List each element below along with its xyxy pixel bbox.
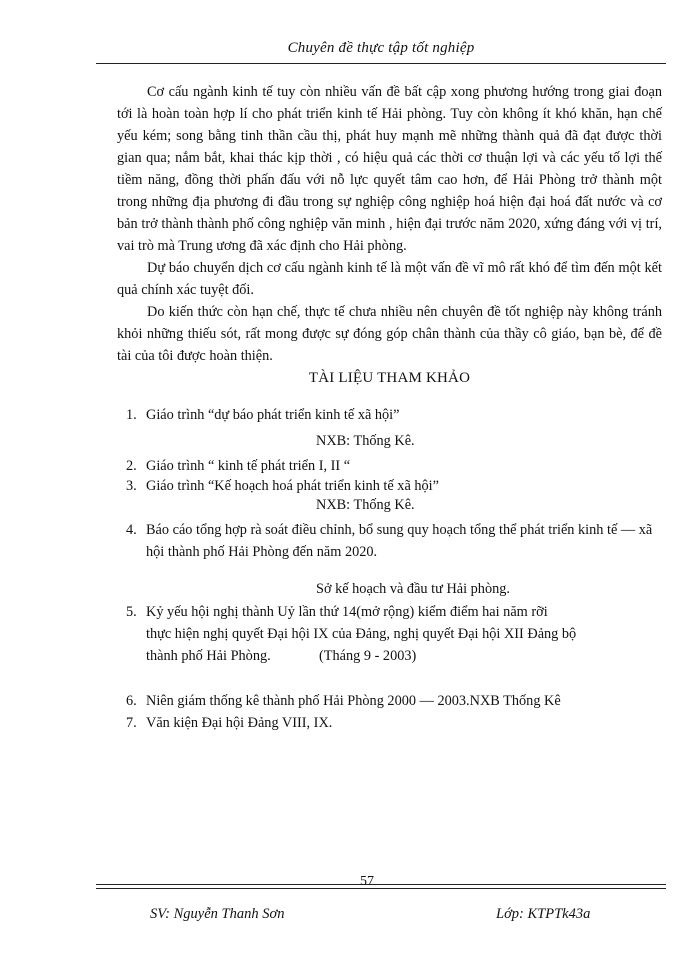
reference-4-publisher: Sở kế hoạch và đầu tư Hải phòng. (316, 581, 510, 597)
reference-5-date: (Tháng 9 - 2003) (319, 648, 417, 664)
page-number: 57 (360, 874, 374, 889)
footer-class: Lớp: KTPTk43a (496, 906, 591, 922)
reference-5-number: 5. (126, 604, 137, 620)
main-text (117, 81, 662, 389)
footer-rule-1 (96, 884, 666, 885)
references-title: TÀI LIỆU THAM KHẢO (308, 370, 471, 386)
page-header: Chuyên đề thực tập tốt nghiệp (287, 40, 475, 56)
paragraph-3: Do kiến thức còn hạn chế, thực tế chưa nhiều nên chuyên đề tốt nghiệp này không tránh khỏi những thiếu sót, rất mong được sự đóng góp chân thành của thầy cô giáo, bạn bè, để đề tài của tôi được hoàn thiện. (117, 304, 662, 364)
reference-5-line-3: thành phố Hải Phòng. (146, 648, 271, 664)
footer-author: SV: Nguyễn Thanh Sơn (150, 906, 285, 922)
header-rule (96, 63, 666, 64)
paragraph-2: Dự báo chuyển dịch cơ cấu ngành kinh tế là một vấn đề vĩ mô rất khó để tìm đến một kết quả chính xác tuyệt đối. (117, 260, 662, 298)
paragraph-1: Cơ cấu ngành kinh tế tuy còn nhiều vấn đề bất cập xong phương hướng trong giai đoạn tới là hoàn toàn hợp lí cho phát triển kinh tế Hải phòng. Tuy còn không ít khó khăn, hạn chế yếu kém; song bằng tinh thần cầu thị, phát huy mạnh mẽ những thành quả đã đạt được thời gian qua; nắm bắt, khai thác kịp thời , có hiệu quả các thời cơ thuận lợi và các yếu tố lợi thế tiềm năng, đồng thời phấn đấu với nỗ lực quyết tâm cao hơn, để Hải Phòng trở thành một trong những địa phương đi đầu trong sự nghiệp công nghiệp hoá hiện đại hoá đất nước và cơ bản trở thành thành phố công nghiệp văn minh , hiện đại trước năm 2020, xứng đáng với vị trí, vai trò mà Trung ương đã xác định cho Hải phòng. (117, 84, 662, 254)
reference-5-line-2: thực hiện nghị quyết Đại hội IX của Đảng, nghị quyết Đại hội XII Đảng bộ (146, 626, 577, 642)
reference-1-publisher: NXB: Thống Kê. (316, 433, 415, 449)
reference-3-publisher: NXB: Thống Kê. (316, 497, 415, 513)
reference-5-line-1: Kỷ yếu hội nghị thành Uỷ lần thứ 14(mở rộng) kiểm điểm hai năm rỡi (146, 604, 548, 620)
footer-rule-2 (96, 888, 666, 889)
